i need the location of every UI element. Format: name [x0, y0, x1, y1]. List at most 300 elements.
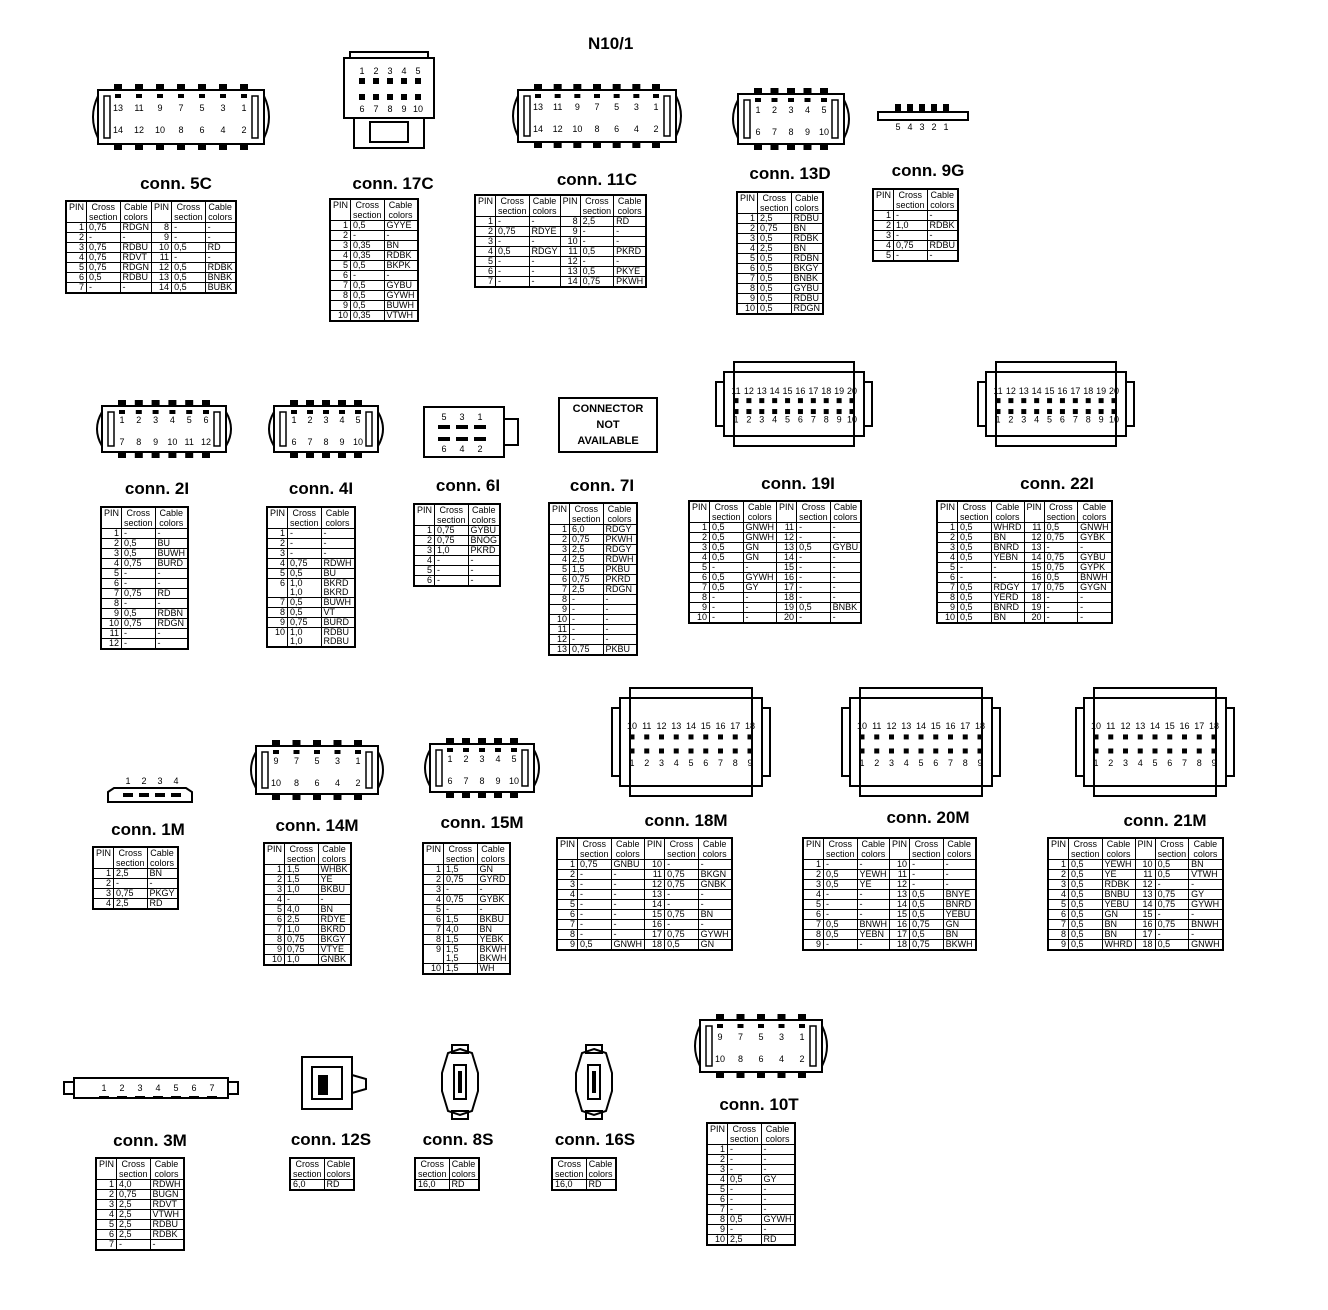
table-cell: 11	[890, 870, 910, 880]
header-colors: Cable colors	[614, 195, 647, 217]
svg-text:2: 2	[644, 757, 650, 768]
table-cell: 1	[330, 221, 351, 231]
table-row	[264, 955, 351, 966]
table-row	[689, 613, 861, 624]
header-colors: Cable colors	[791, 192, 823, 214]
connector-label-2i: conn. 2I	[124, 479, 190, 498]
table-cell: 3	[803, 880, 824, 890]
table-row	[937, 563, 1112, 573]
table-cell: 6	[737, 264, 758, 274]
table-cell: WHRD	[991, 523, 1024, 533]
table-cell: 4	[557, 890, 578, 900]
table-cell: 14	[777, 553, 797, 563]
pin-table-22i	[936, 500, 1113, 624]
table-cell: -	[927, 211, 958, 221]
table-cell: -	[797, 533, 831, 543]
table-cell: RD	[761, 1235, 795, 1246]
table-cell: 4	[475, 247, 496, 257]
table-cell: 0,5	[758, 274, 792, 284]
pin-table-1m	[92, 846, 179, 910]
table-cell: -	[122, 629, 156, 639]
table-cell: BKRD BKRD	[321, 579, 355, 598]
table-row	[475, 267, 646, 277]
table-row	[707, 1195, 795, 1205]
table-row	[423, 915, 510, 925]
header-colors: Cable colors	[120, 201, 152, 223]
table-cell: -	[1078, 613, 1112, 624]
table-row	[264, 945, 351, 955]
table-cell: VTWH	[150, 1210, 184, 1220]
svg-text:7: 7	[1072, 414, 1078, 425]
table-cell: GYRD	[477, 875, 510, 885]
table-cell: 2	[1048, 870, 1069, 880]
connector-3m-drawing	[64, 1074, 238, 1102]
table-cell: -	[830, 583, 861, 593]
table-cell: 7	[937, 583, 958, 593]
table-cell: GNWH	[611, 940, 645, 951]
table-cell: 0,75	[894, 241, 928, 251]
table-cell: -	[943, 870, 976, 880]
table-cell: -	[570, 615, 604, 625]
svg-text:9: 9	[495, 776, 501, 786]
table-cell: 12	[101, 639, 122, 650]
table-row	[557, 940, 732, 951]
table-cell: BUGN	[150, 1190, 184, 1200]
svg-text:14: 14	[915, 721, 927, 732]
svg-text:8: 8	[594, 124, 600, 134]
header-pin: PIN	[101, 507, 122, 529]
svg-text:4: 4	[907, 122, 913, 132]
table-cell: 1,5	[444, 935, 478, 945]
table-cell: GNBU	[611, 860, 645, 870]
svg-text:9: 9	[836, 414, 842, 425]
table-cell: 2	[549, 535, 570, 545]
connector-label-18m: conn. 18M	[644, 811, 728, 830]
table-row	[737, 294, 823, 304]
table-cell: 0,75	[665, 930, 699, 940]
svg-text:5: 5	[1047, 414, 1053, 425]
svg-text:18: 18	[744, 721, 756, 732]
table-cell: 8	[101, 599, 122, 609]
header-pin: PIN	[152, 201, 172, 223]
table-row	[549, 605, 637, 615]
svg-text:11: 11	[1106, 721, 1116, 732]
svg-text:5: 5	[511, 754, 517, 764]
table-cell: -	[710, 613, 744, 624]
table-cell: YEBN	[991, 553, 1024, 563]
connector-13d-drawing	[728, 86, 854, 152]
connector-label-9g: conn. 9G	[891, 161, 965, 180]
table-cell: RDGY	[991, 583, 1024, 593]
svg-text:12: 12	[1005, 385, 1016, 396]
table-cell: 5	[689, 563, 710, 573]
svg-text:15: 15	[1044, 385, 1055, 396]
header-colors: Cable colors	[150, 1158, 184, 1180]
table-cell: -	[728, 1195, 762, 1205]
header-pin: PIN	[707, 1123, 728, 1145]
table-cell: 0,5	[1069, 900, 1103, 910]
table-cell: 14	[890, 900, 910, 910]
table-cell: -	[894, 211, 928, 221]
table-cell: 6	[267, 579, 288, 598]
table-cell: 2	[66, 233, 87, 243]
table-cell: -	[570, 595, 604, 605]
connector-14m-drawing	[246, 738, 388, 802]
table-cell: 2,5	[117, 1200, 151, 1210]
table-cell: BKPK	[384, 261, 418, 271]
table-row	[264, 875, 351, 885]
table-cell: 0,75	[578, 860, 612, 870]
table-row	[267, 608, 355, 618]
table-cell: 0,75	[285, 935, 319, 945]
svg-text:8: 8	[323, 437, 329, 447]
table-cell: -	[580, 237, 614, 247]
table-cell: 0,5	[580, 267, 614, 277]
table-cell: 0,5	[958, 533, 992, 543]
header-cross: Cross section	[87, 201, 121, 223]
svg-text:3: 3	[1021, 414, 1027, 425]
table-cell: -	[496, 237, 530, 247]
svg-text:6: 6	[1059, 414, 1065, 425]
connector-label-17c: conn. 17C	[352, 174, 434, 193]
table-cell: 0,5	[824, 870, 858, 880]
svg-text:4: 4	[169, 415, 175, 425]
table-cell: -	[991, 573, 1024, 583]
connector-2i-drawing	[92, 398, 236, 460]
table-cell: WH	[477, 964, 510, 975]
table-cell: -	[743, 593, 777, 603]
table-cell: 10	[707, 1235, 728, 1246]
table-cell: YE	[318, 875, 351, 885]
table-cell: RD	[205, 243, 236, 253]
table-cell: 4	[803, 890, 824, 900]
table-cell: 0,5	[351, 221, 385, 231]
table-cell: BNWH	[1189, 920, 1223, 930]
table-cell: 9	[557, 940, 578, 951]
table-cell: -	[205, 253, 236, 263]
table-cell: 2,5	[114, 899, 148, 910]
table-cell: 3	[101, 549, 122, 559]
table-cell: YEBN	[857, 930, 890, 940]
table-cell: 3	[267, 549, 288, 559]
table-cell: RDVT	[150, 1200, 184, 1210]
table-cell: GNBK	[318, 955, 351, 966]
connector-label-19i: conn. 19I	[761, 474, 835, 493]
table-cell: GNWH	[743, 523, 777, 533]
table-cell: GYGN	[1078, 583, 1112, 593]
connector-17c-drawing	[342, 50, 436, 150]
table-cell: BN	[698, 910, 732, 920]
table-cell: 12	[549, 635, 570, 645]
svg-text:15: 15	[782, 385, 793, 396]
table-cell: 11	[101, 629, 122, 639]
table-row	[96, 1180, 184, 1190]
svg-text:2: 2	[241, 125, 247, 135]
table-cell: -	[611, 910, 645, 920]
table-cell: 0,5	[1069, 910, 1103, 920]
diagram-title: N10/1	[588, 34, 634, 53]
table-row	[267, 618, 355, 628]
table-cell: 0,5	[797, 603, 831, 613]
table-row	[96, 1230, 184, 1240]
table-cell: 0,75	[580, 277, 614, 288]
table-cell: -	[477, 905, 510, 915]
svg-text:10: 10	[626, 721, 638, 732]
svg-text:9: 9	[401, 104, 407, 114]
table-cell: GYWH	[761, 1215, 795, 1225]
table-cell: 9	[152, 233, 172, 243]
table-row	[803, 880, 976, 890]
table-cell: 0,75	[1155, 890, 1189, 900]
table-row	[93, 899, 178, 910]
table-cell: 1	[414, 526, 435, 536]
table-cell: 5	[707, 1185, 728, 1195]
table-cell: BNBK	[205, 273, 236, 283]
table-cell: -	[894, 231, 928, 241]
header-cross: Cross section	[122, 507, 156, 529]
table-cell: 9	[737, 294, 758, 304]
table-cell: 2,5	[728, 1235, 762, 1246]
table-cell: BURD	[155, 559, 188, 569]
table-cell: -	[797, 523, 831, 533]
table-cell: 13	[1024, 543, 1044, 553]
svg-text:12: 12	[743, 385, 754, 396]
table-cell: 0,5	[958, 543, 992, 553]
table-cell: 18	[777, 593, 797, 603]
table-cell: 1,0	[894, 221, 928, 231]
header-colors: Cable colors	[324, 1158, 354, 1180]
svg-text:12: 12	[1120, 721, 1131, 732]
table-cell: -	[830, 573, 861, 583]
table-cell: 0,75	[444, 895, 478, 905]
svg-text:6: 6	[1167, 757, 1173, 768]
table-row	[330, 291, 418, 301]
svg-text:15: 15	[700, 721, 711, 732]
svg-text:1: 1	[241, 103, 247, 113]
table-cell: -	[172, 233, 206, 243]
header-cross: Cross section	[117, 1158, 151, 1180]
table-cell: GNBK	[698, 880, 732, 890]
table-row	[937, 523, 1112, 533]
table-cell: 3	[707, 1165, 728, 1175]
table-row	[707, 1185, 795, 1195]
table-cell: RDBK	[927, 221, 958, 231]
table-cell: 0,5	[758, 254, 792, 264]
svg-text:10: 10	[167, 437, 178, 447]
table-row	[423, 964, 510, 975]
table-cell: -	[603, 625, 637, 635]
table-cell: 8	[937, 593, 958, 603]
table-cell: 0,5	[172, 283, 206, 294]
svg-text:2: 2	[307, 415, 313, 425]
table-cell: 16	[645, 920, 665, 930]
svg-text:7: 7	[1181, 757, 1188, 768]
table-row	[549, 565, 637, 575]
table-cell: 9	[330, 301, 351, 311]
table-cell: 16	[890, 920, 910, 930]
pin-table-4i	[266, 506, 356, 648]
table-cell: -	[1078, 593, 1112, 603]
table-cell: 2	[93, 879, 114, 889]
svg-text:1: 1	[101, 1083, 107, 1093]
header-colors: Cable colors	[698, 838, 732, 860]
table-row	[101, 539, 188, 549]
svg-text:7: 7	[373, 104, 379, 114]
table-cell: 2	[737, 224, 758, 234]
table-cell: 3	[549, 545, 570, 555]
header-pin: PIN	[937, 501, 958, 523]
table-cell: 4	[267, 559, 288, 569]
table-cell: 2,5	[580, 217, 614, 227]
header-pin: PIN	[264, 843, 285, 865]
svg-text:13: 13	[532, 102, 544, 112]
table-cell: 4	[737, 244, 758, 254]
table-cell: 6	[264, 915, 285, 925]
table-row	[873, 231, 958, 241]
svg-text:10: 10	[846, 414, 858, 425]
svg-text:4: 4	[334, 778, 341, 788]
table-row	[93, 879, 178, 889]
table-row	[423, 875, 510, 885]
pin-table-17c	[329, 198, 419, 322]
table-cell: BNBU	[1102, 890, 1135, 900]
svg-text:3: 3	[778, 1032, 785, 1042]
table-cell: GY	[1189, 890, 1223, 900]
table-cell: 4,0	[285, 905, 319, 915]
table-cell: 5	[549, 565, 570, 575]
connector-11c-drawing	[508, 82, 686, 150]
table-row	[330, 281, 418, 291]
table-cell: YEBK	[477, 935, 510, 945]
table-cell: -	[435, 566, 469, 576]
table-cell: 5	[414, 566, 435, 576]
header-colors: Cable colors	[857, 838, 890, 860]
table-cell: 13	[152, 273, 172, 283]
table-cell: 12	[890, 880, 910, 890]
header-cross: Cross section	[351, 199, 385, 221]
table-cell: YERD	[991, 593, 1024, 603]
table-cell: 0,75	[117, 1190, 151, 1200]
table-cell: YE	[857, 880, 890, 890]
svg-text:2: 2	[119, 1083, 125, 1093]
table-row	[557, 890, 732, 900]
table-cell: 0,75	[288, 618, 322, 628]
table-cell: 0,5	[958, 583, 992, 593]
table-cell: 0,75	[87, 223, 121, 233]
table-cell: RDBU	[791, 214, 823, 224]
table-cell: -	[797, 553, 831, 563]
svg-text:6: 6	[933, 757, 939, 768]
table-cell: -	[578, 920, 612, 930]
connector-label-4i: conn. 4I	[288, 479, 354, 498]
svg-text:6: 6	[291, 437, 297, 447]
svg-text:6: 6	[755, 127, 761, 137]
table-cell: BUWH	[384, 301, 418, 311]
header-pin: PIN	[873, 189, 894, 211]
table-cell: 2	[264, 875, 285, 885]
table-cell: -	[321, 529, 355, 539]
table-cell: 0,5	[958, 613, 992, 624]
table-row	[803, 930, 976, 940]
table-cell: -	[496, 267, 530, 277]
table-cell: BNWH	[857, 920, 890, 930]
svg-text:1: 1	[355, 756, 361, 766]
table-cell: 0,5	[172, 243, 206, 253]
table-cell: 18	[1135, 940, 1155, 951]
table-cell: 10	[1135, 860, 1155, 870]
table-cell: 3	[873, 231, 894, 241]
table-cell: 0,75	[665, 880, 699, 890]
table-cell: -	[444, 905, 478, 915]
svg-text:4: 4	[401, 66, 407, 76]
header-pin: PIN	[93, 847, 114, 869]
pin-table-7i	[548, 502, 638, 656]
table-cell: 4	[549, 555, 570, 565]
table-row	[267, 579, 355, 598]
svg-text:1: 1	[859, 757, 865, 768]
table-cell: 0,75	[496, 227, 530, 237]
table-row	[475, 247, 646, 257]
table-cell: 0,5	[578, 940, 612, 951]
svg-text:9: 9	[157, 103, 163, 113]
table-cell: RDGY	[603, 545, 637, 555]
header-cross: Cross section	[114, 847, 148, 869]
header-cross: Cross section	[578, 838, 612, 860]
table-cell: 11	[777, 523, 797, 533]
table-row	[549, 645, 637, 656]
table-cell: -	[580, 257, 614, 267]
table-row	[873, 211, 958, 221]
table-row	[549, 595, 637, 605]
svg-text:14: 14	[685, 721, 697, 732]
table-cell: -	[570, 635, 604, 645]
table-row	[267, 569, 355, 579]
table-row	[414, 526, 500, 536]
table-cell: -	[122, 569, 156, 579]
table-cell: -	[1155, 910, 1189, 920]
table-cell: GYBU	[791, 284, 823, 294]
table-cell: 10	[267, 628, 288, 648]
svg-text:11: 11	[993, 385, 1003, 396]
svg-text:6: 6	[191, 1083, 197, 1093]
table-cell: BKBU	[477, 915, 510, 925]
table-cell: -	[927, 251, 958, 262]
table-cell: RDBK	[1102, 880, 1135, 890]
svg-text:4: 4	[772, 414, 778, 425]
table-cell: 16	[1135, 920, 1155, 930]
table-cell: -	[468, 566, 500, 576]
table-row	[101, 639, 188, 650]
table-cell: 0,5	[710, 533, 744, 543]
table-row	[689, 583, 861, 593]
table-cell: 4,0	[117, 1180, 151, 1190]
svg-text:7: 7	[293, 756, 300, 766]
svg-text:11: 11	[134, 103, 144, 113]
header-colors: Cable colors	[529, 195, 560, 217]
table-cell: RDYE	[318, 915, 351, 925]
table-cell: BNOG	[468, 536, 500, 546]
connector-label-12s: conn. 12S	[290, 1130, 372, 1149]
table-row	[803, 870, 976, 880]
table-cell: 5	[475, 257, 496, 267]
table-row	[557, 900, 732, 910]
table-cell: 7	[66, 283, 87, 294]
table-cell: PKRD	[603, 575, 637, 585]
table-row	[803, 920, 976, 930]
table-cell: 10	[549, 615, 570, 625]
table-cell: 0,5	[1069, 890, 1103, 900]
table-cell: YE	[1102, 870, 1135, 880]
